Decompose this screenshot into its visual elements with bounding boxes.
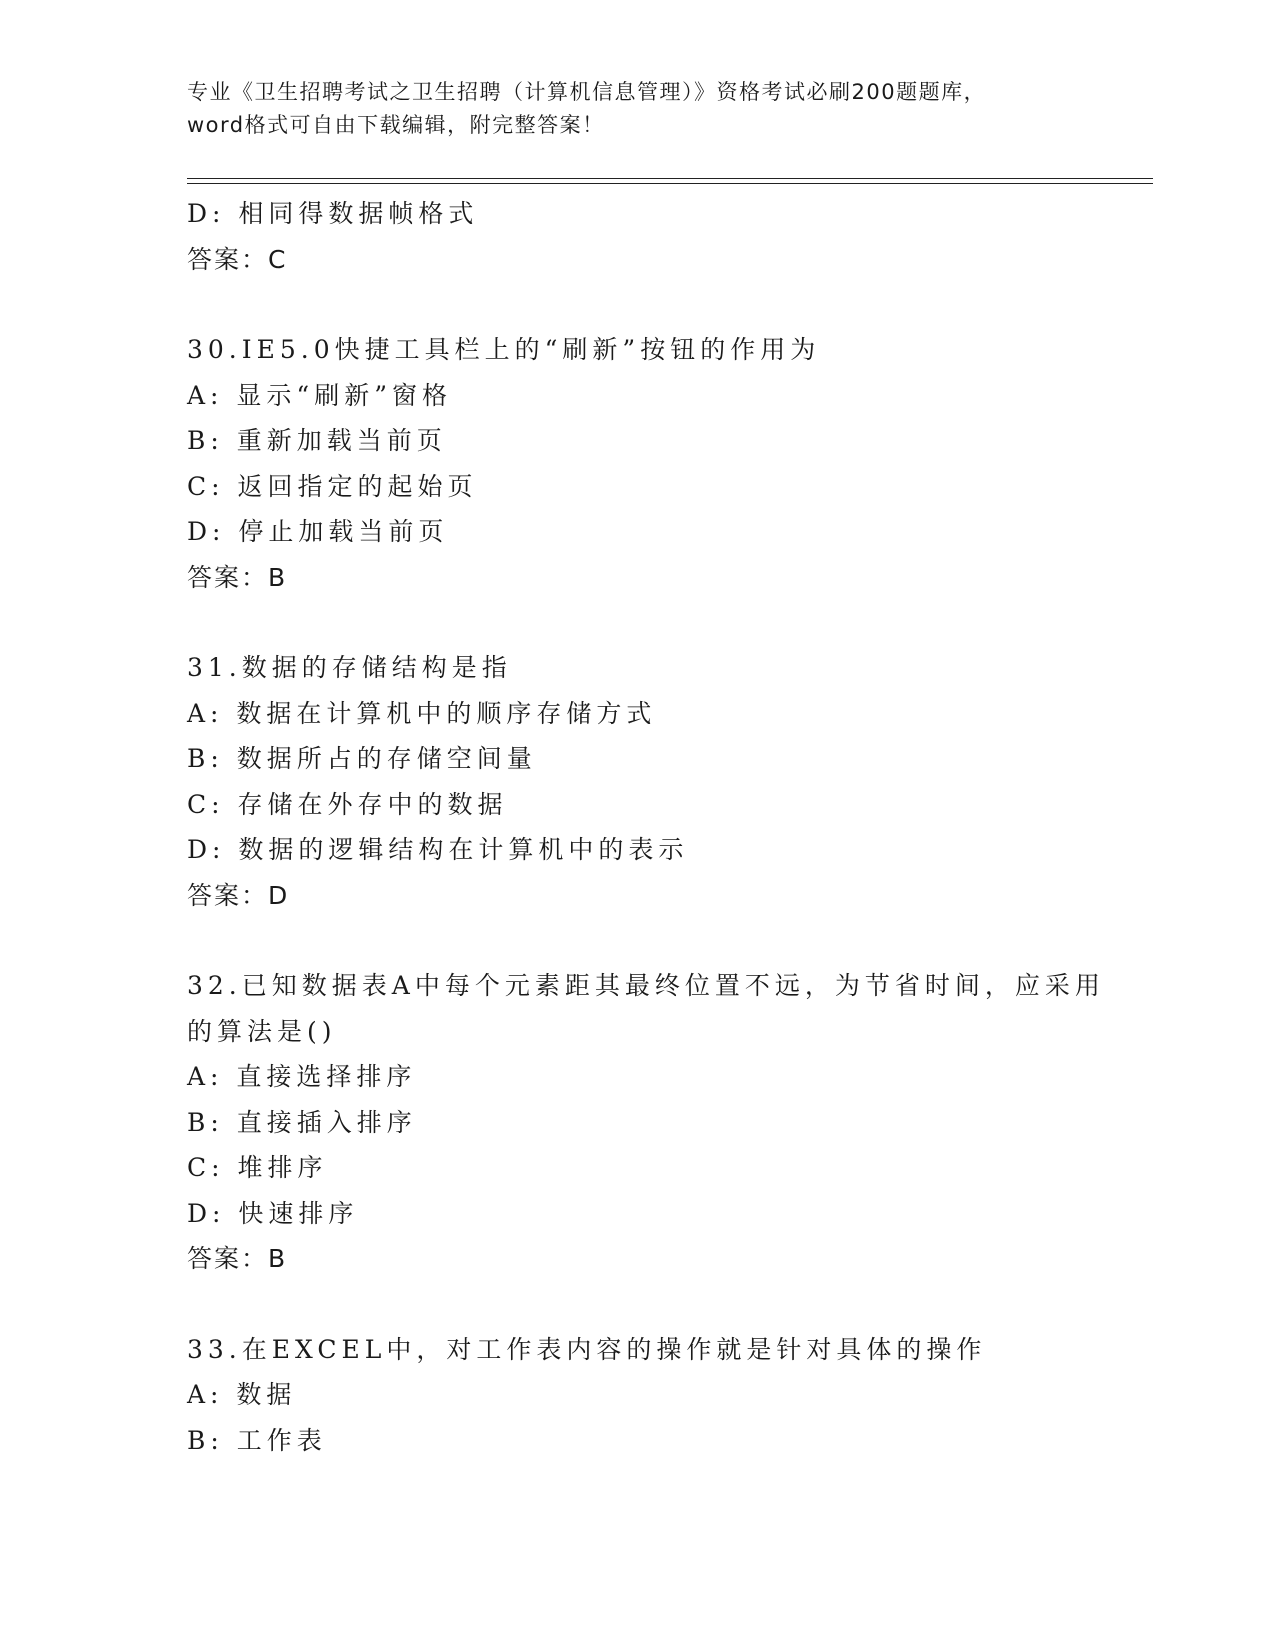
- option-a: A: 数据在计算机中的顺序存储方式: [187, 698, 657, 728]
- question-32: [187, 963, 1105, 1282]
- option-d: D: 停止加载当前页: [187, 517, 449, 546]
- option-d: D: 数据的逻辑结构在计算机中的表示: [187, 835, 689, 864]
- header-title-line-2: word格式可自由下载编辑，附完整答案！: [187, 113, 605, 137]
- header-title-line-1: 专业《卫生招聘考试之卫生招聘（计算机信息管理）》资格考试必刷200题题库，: [187, 80, 987, 104]
- answer: 答案：B: [187, 1244, 288, 1273]
- answer: 答案：D: [187, 880, 290, 910]
- option-a: A: 直接选择排序: [187, 1062, 417, 1091]
- question-30: [187, 327, 1087, 600]
- document-header: [187, 76, 1087, 142]
- question-stem-line-1: 32.已知数据表A中每个元素距其最终位置不远，为节省时间，应采用: [187, 971, 1105, 1000]
- question-stem: 33.在EXCEL中，对工作表内容的操作就是针对具体的操作: [187, 1334, 987, 1364]
- question-stem: 30.IE5.0快捷工具栏上的“刷新”按钮的作用为: [187, 335, 821, 364]
- option-a: A: 数据: [187, 1380, 297, 1409]
- question-stem: 31.数据的存储结构是指: [187, 653, 512, 682]
- question-list: [187, 191, 1105, 1463]
- q29-option-d: D: 相同得数据帧格式: [187, 199, 479, 228]
- option-a: A: 显示“刷新”窗格: [187, 380, 452, 410]
- option-b: B: 数据所占的存储空间量: [187, 744, 537, 773]
- q29-answer: 答案：C: [187, 244, 288, 274]
- option-c: C: 堆排序: [187, 1153, 328, 1182]
- option-c: C: 存储在外存中的数据: [187, 789, 508, 819]
- question-31: [187, 645, 1087, 918]
- option-b: B: 工作表: [187, 1425, 327, 1455]
- option-b: B: 重新加载当前页: [187, 426, 447, 455]
- option-c: C: 返回指定的起始页: [187, 471, 478, 501]
- header-divider-top: [187, 178, 1153, 179]
- option-b: B: 直接插入排序: [187, 1107, 417, 1137]
- header-divider-bottom: [187, 183, 1153, 184]
- question-stem-line-2: 的算法是(): [187, 1016, 337, 1046]
- answer: 答案：B: [187, 562, 288, 592]
- option-d: D: 快速排序: [187, 1198, 359, 1228]
- question-33: [187, 1327, 1087, 1464]
